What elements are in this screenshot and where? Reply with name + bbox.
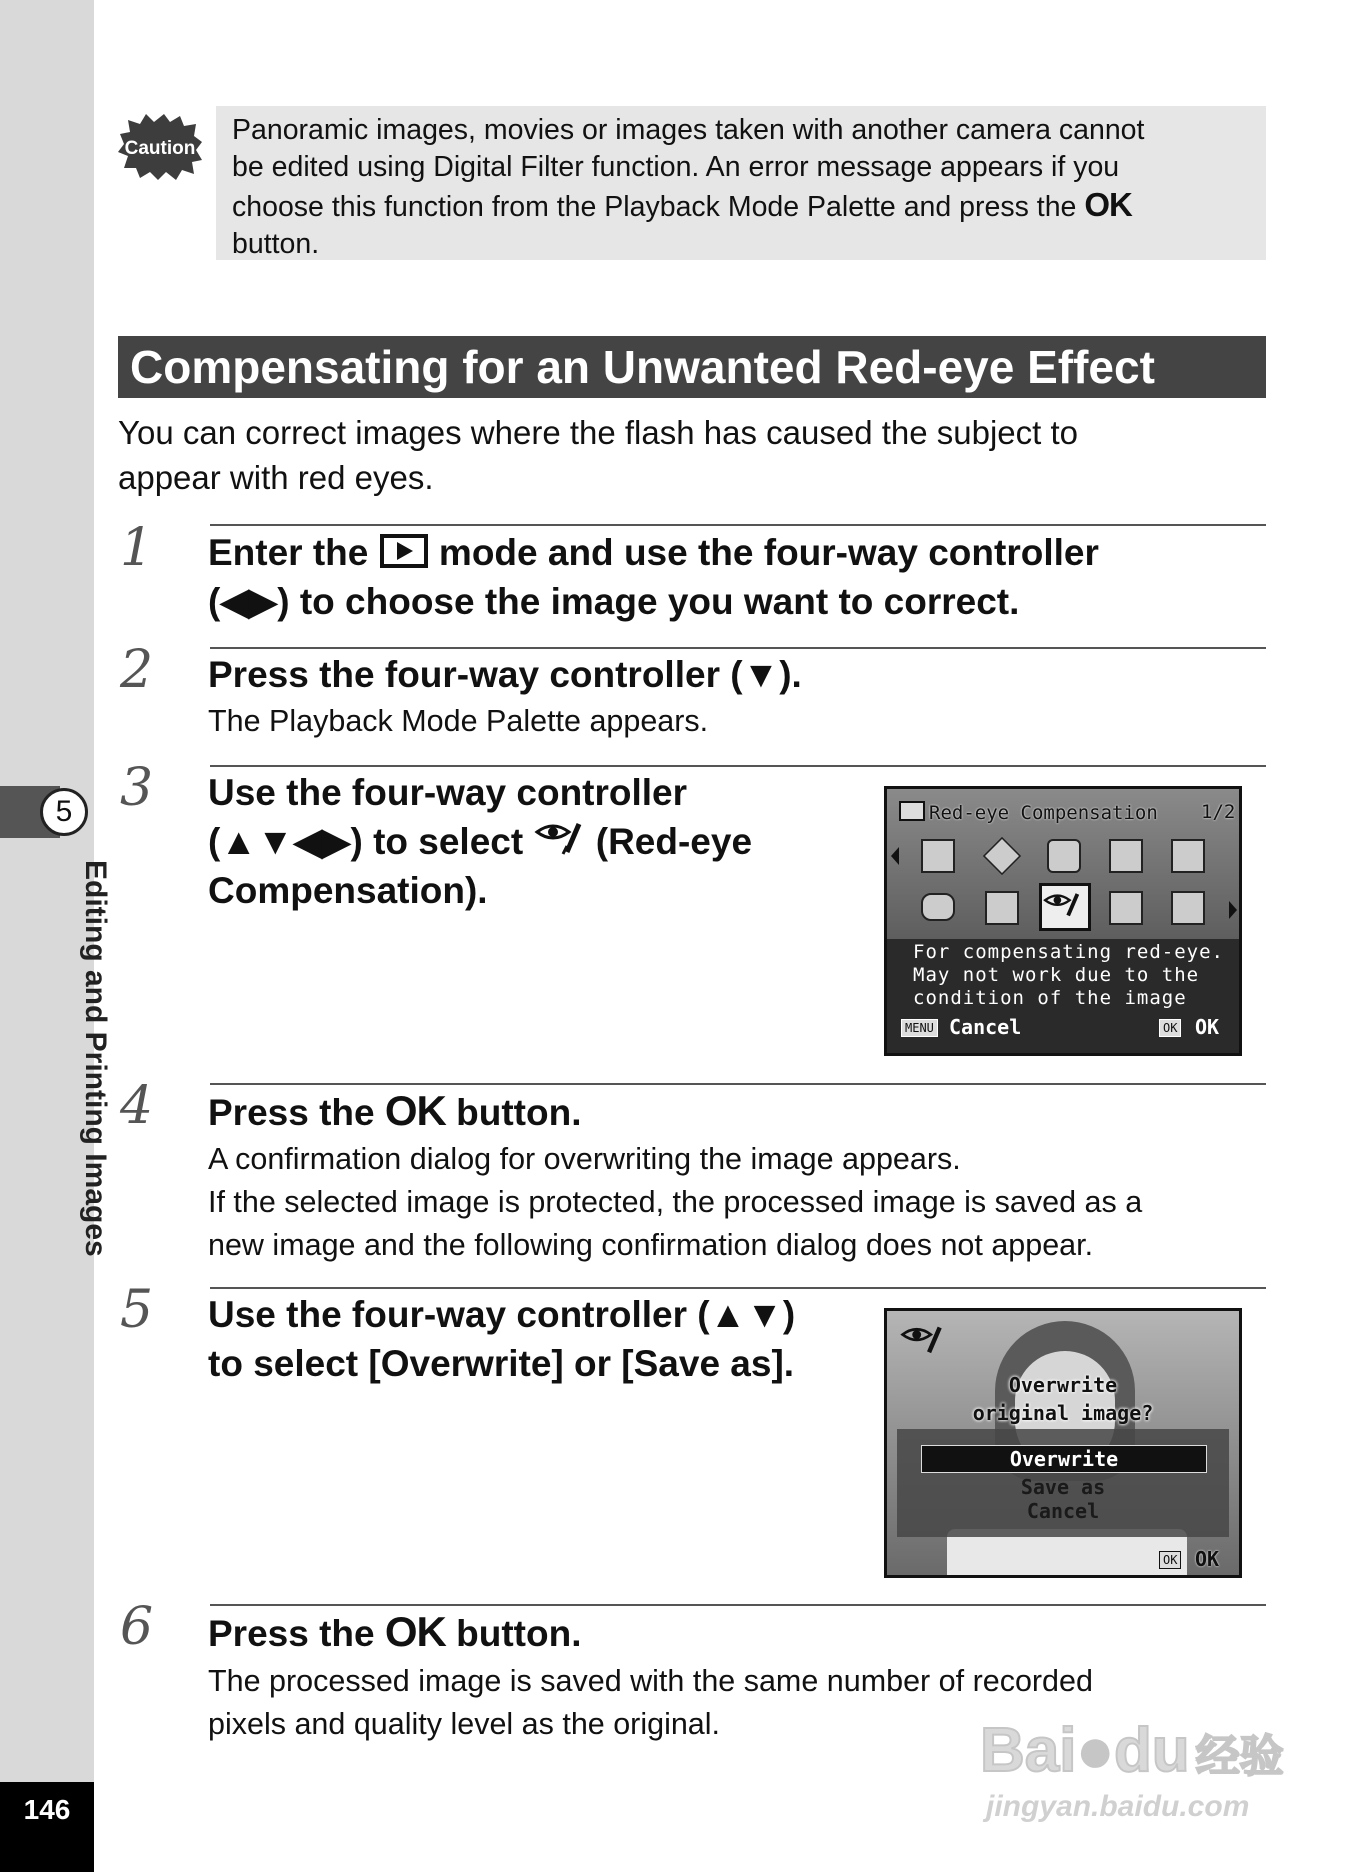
palette-slideshow-icon bbox=[921, 839, 955, 873]
palette-movie-icon bbox=[1171, 891, 1205, 925]
step-number: 5 bbox=[120, 1280, 154, 1340]
palette-crop-icon bbox=[985, 891, 1019, 925]
step-heading: Enter the mode and use the four-way controller (◀▶) to choose the image you want to correct. bbox=[208, 532, 1099, 622]
ok-button-symbol: OK bbox=[384, 1608, 446, 1655]
ok-key-icon: OK bbox=[1159, 1551, 1181, 1569]
step-divider bbox=[210, 1604, 1266, 1606]
step-divider bbox=[210, 647, 1266, 649]
palette-red-eye-icon bbox=[1039, 883, 1091, 931]
chapter-title: Editing and Printing Images bbox=[79, 860, 112, 1257]
scroll-right-icon bbox=[1229, 901, 1237, 919]
step-divider bbox=[210, 765, 1266, 767]
ok-label: OK bbox=[1195, 1547, 1220, 1571]
ok-key-icon: OK bbox=[1159, 1019, 1181, 1037]
ok-button-symbol: OK bbox=[1084, 186, 1132, 223]
section-title: Compensating for an Unwanted Red-eye Effect bbox=[118, 336, 1266, 398]
palette-page: 1/2 bbox=[1201, 801, 1236, 823]
step-heading: Use the four-way controller (▲▼◀▶) to select (Red-eye Compensation). bbox=[208, 772, 753, 911]
palette-face-icon bbox=[1047, 839, 1081, 873]
chapter-number: 5 bbox=[40, 788, 88, 836]
caution-line: be edited using Digital Filter function. An error message appears if you bbox=[232, 151, 1120, 183]
palette-resize-icon bbox=[921, 893, 955, 921]
option-overwrite[interactable]: Overwrite bbox=[921, 1445, 1207, 1473]
option-save-as[interactable]: Save as bbox=[1020, 1475, 1106, 1499]
palette-portrait-icon bbox=[1109, 839, 1143, 873]
option-cancel[interactable]: Cancel bbox=[1026, 1499, 1100, 1523]
ok-label: OK bbox=[1195, 1015, 1220, 1039]
step-number: 4 bbox=[120, 1076, 154, 1136]
palette-description: For compensating red-eye. May not work due to the condition of the image bbox=[913, 941, 1224, 1009]
step-divider bbox=[210, 1083, 1266, 1085]
overwrite-question: Overwrite original image? bbox=[972, 1373, 1154, 1425]
cancel-label: Cancel bbox=[949, 1015, 1022, 1039]
scroll-left-icon bbox=[891, 847, 899, 865]
caution-line: button. bbox=[232, 228, 320, 260]
menu-key-icon: MENU bbox=[901, 1019, 938, 1037]
step-number: 1 bbox=[120, 518, 154, 578]
section-intro: You can correct images where the flash has caused the subject to appear with red eyes. bbox=[118, 414, 1079, 496]
red-eye-icon bbox=[533, 818, 585, 856]
playback-icon bbox=[379, 533, 429, 569]
ok-button-symbol: OK bbox=[384, 1087, 446, 1134]
step-number: 6 bbox=[120, 1597, 154, 1657]
step-heading: Press the OK button. bbox=[208, 1608, 582, 1655]
step-number: 2 bbox=[120, 640, 154, 700]
paw-icon: ● bbox=[1076, 1716, 1114, 1785]
step-divider bbox=[210, 1287, 1266, 1289]
camera-screen-palette bbox=[884, 786, 1242, 1056]
step-body: The Playback Mode Palette appears. bbox=[208, 704, 709, 738]
caution-box bbox=[216, 106, 1266, 260]
palette-title-row: Red-eye Compensation bbox=[899, 801, 1158, 824]
palette-filter-icon bbox=[1171, 839, 1205, 873]
palette-frame-icon bbox=[1109, 891, 1143, 925]
red-eye-icon bbox=[899, 1321, 945, 1357]
baidu-watermark: Bai●du 经验 jingyan.baidu.com bbox=[980, 1716, 1284, 1823]
step-heading: Use the four-way controller (▲▼) to select [Overwrite] or [Save as]. bbox=[208, 1294, 796, 1384]
page-number: 146 bbox=[0, 1782, 94, 1872]
caution-icon bbox=[118, 114, 202, 180]
step-divider bbox=[210, 524, 1266, 526]
step-body: The processed image is saved with the same number of recorded pixels and quality level as the original. bbox=[208, 1664, 1093, 1741]
step-heading: Press the OK button. bbox=[208, 1087, 582, 1134]
step-body: A confirmation dialog for overwriting the image appears. If the selected image is protected, the processed image is saved as a new image and the following confirmation dialog does not appear. bbox=[208, 1142, 1143, 1262]
caution-line: Panoramic images, movies or images taken with another camera cannot bbox=[232, 114, 1145, 146]
step-heading: Press the four-way controller (▼). bbox=[208, 654, 802, 695]
caution-line: choose this function from the Playback Mode Palette and press the OK bbox=[232, 186, 1132, 223]
svg-text:Caution: Caution bbox=[124, 138, 196, 159]
playback-icon bbox=[899, 801, 925, 821]
step-number: 3 bbox=[120, 758, 154, 818]
camera-screen-overwrite bbox=[884, 1308, 1242, 1578]
